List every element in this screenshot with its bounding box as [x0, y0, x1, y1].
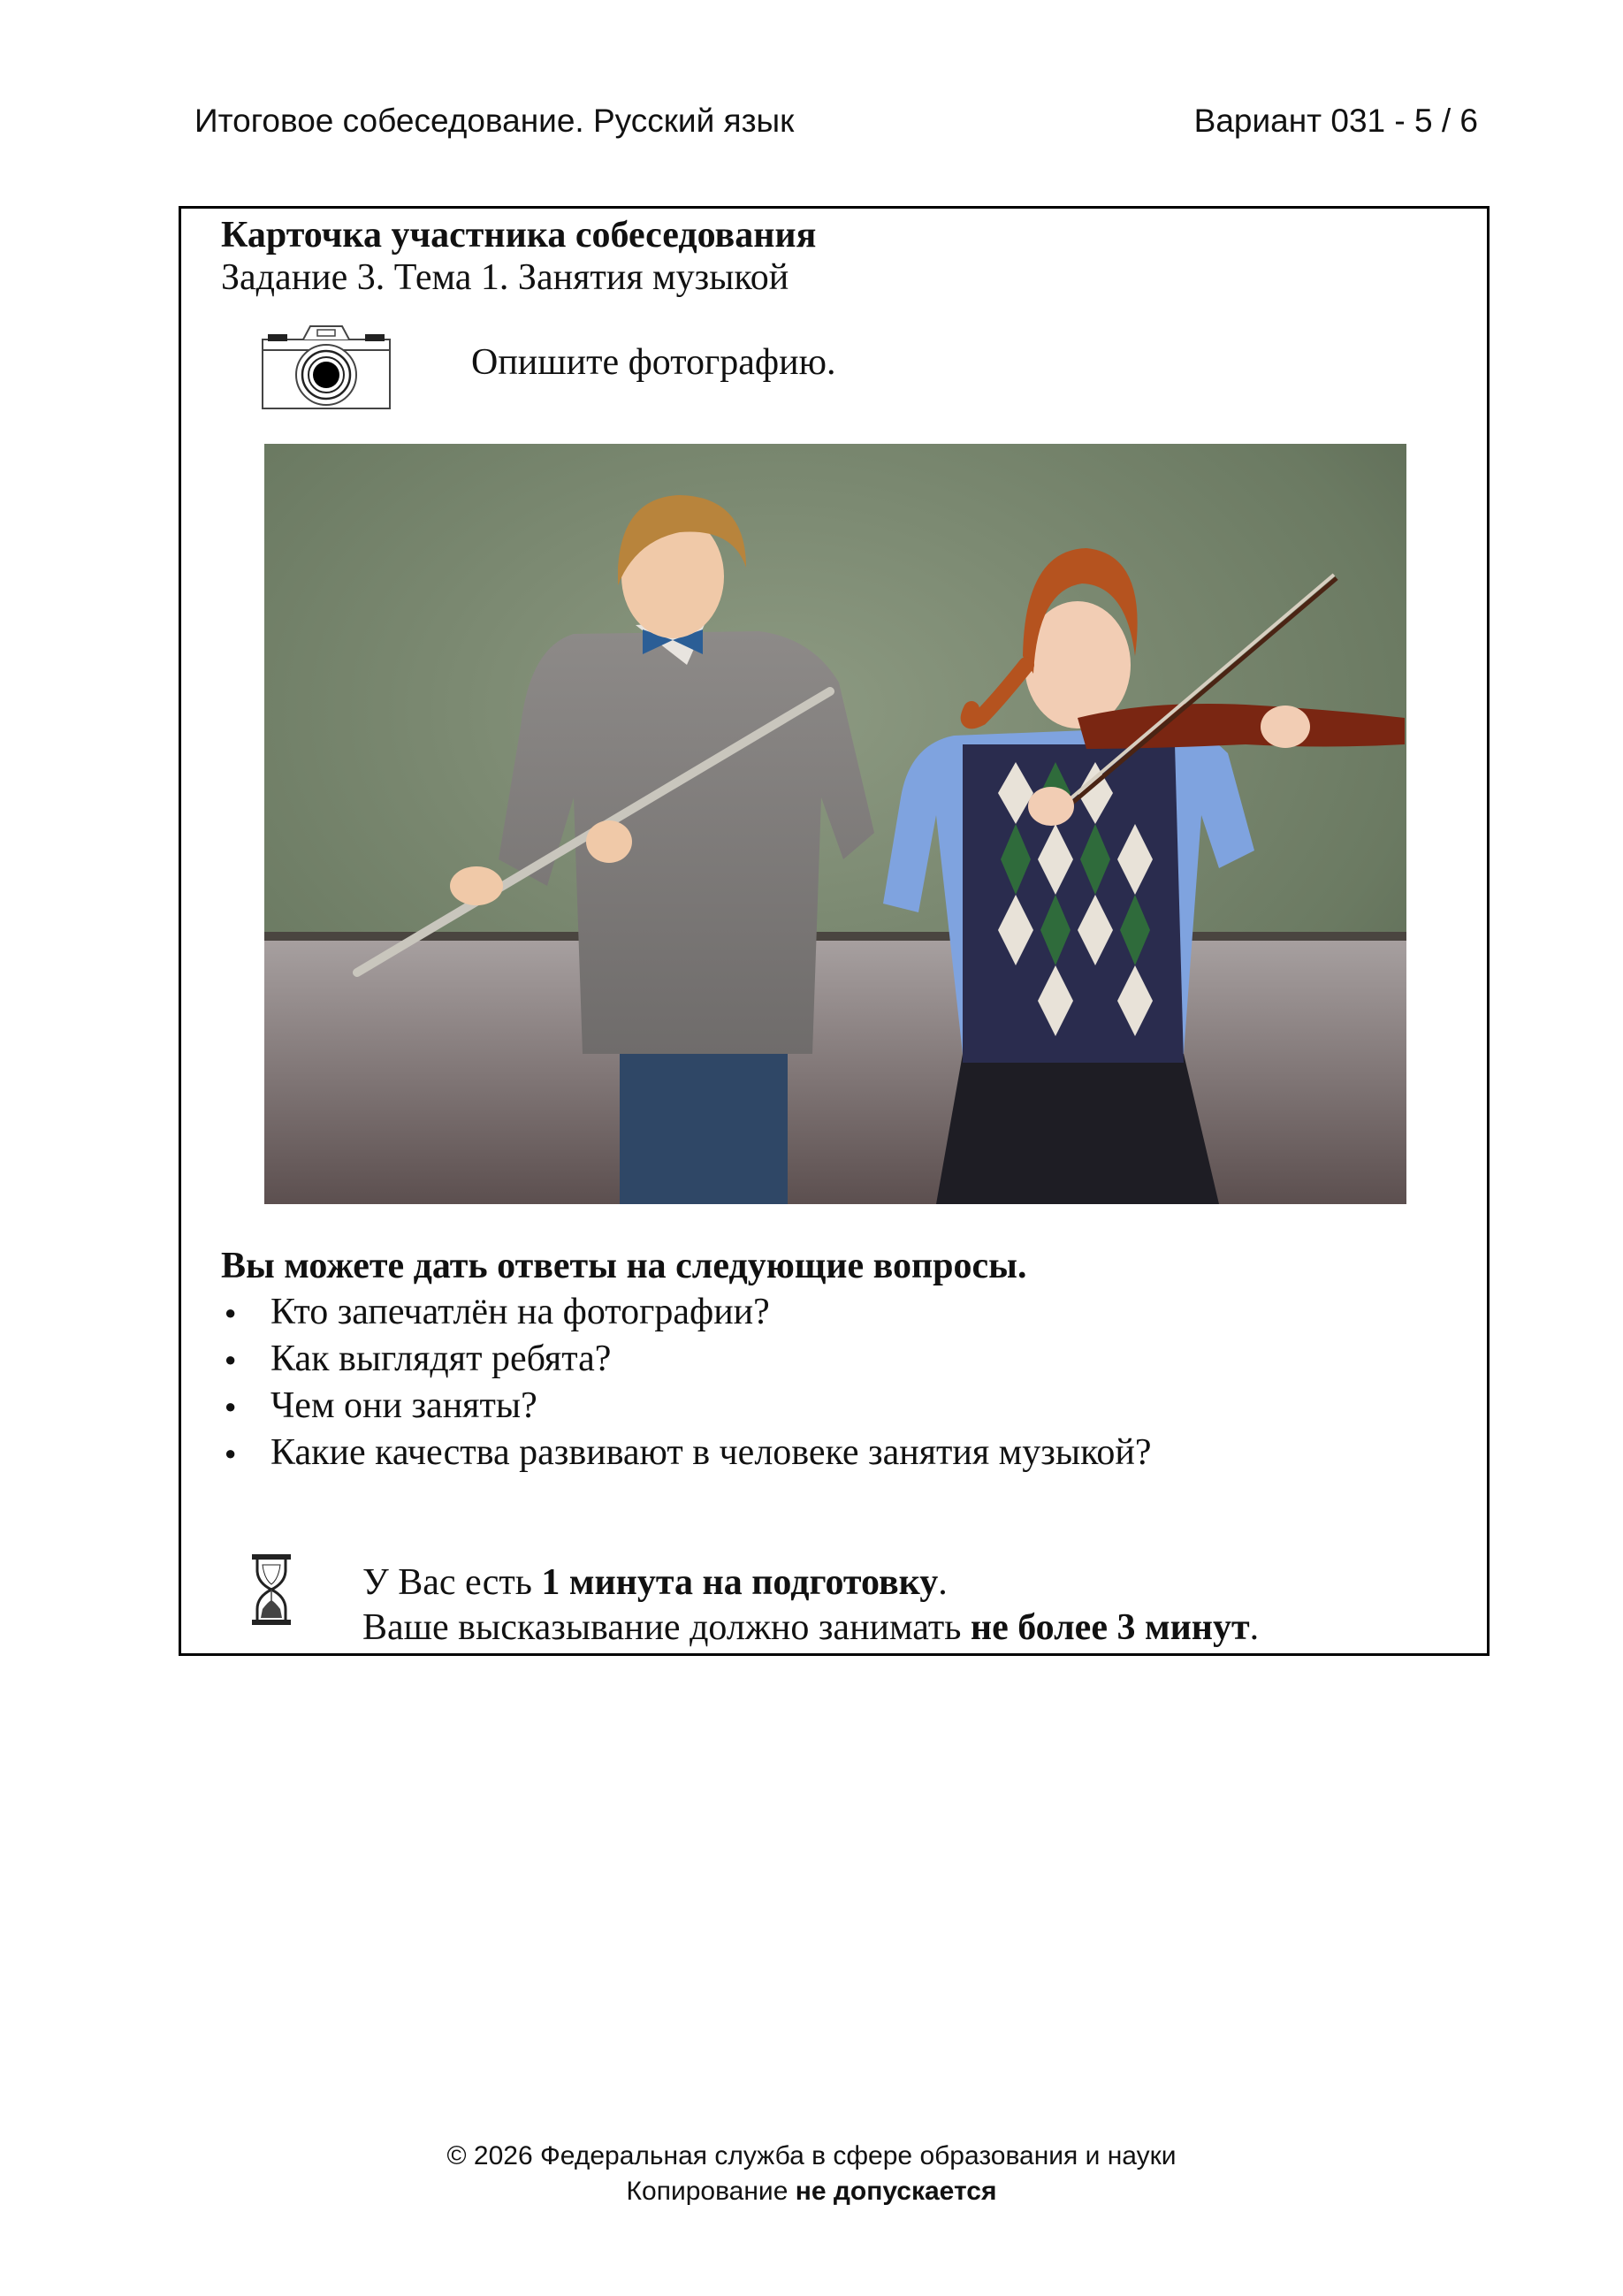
card-title: Карточка участника собеседования	[221, 215, 817, 256]
question-item: ● Какие качества развивают в человеке занятия музыкой?	[221, 1430, 1151, 1476]
header-title: Итоговое собеседование. Русский язык	[194, 103, 795, 139]
hourglass-icon	[250, 1552, 293, 1627]
question-item: ● Чем они заняты?	[221, 1383, 1151, 1430]
participant-card	[179, 206, 1490, 1656]
camera-icon	[261, 324, 392, 410]
question-item: ● Как выглядят ребята?	[221, 1336, 1151, 1383]
questions-heading: Вы можете дать ответы на следующие вопросы.	[221, 1246, 1027, 1286]
answer-time-text: Ваше высказывание должно занимать не более 3 минут.	[362, 1607, 1260, 1648]
questions-list	[221, 1289, 1151, 1476]
prep-time-text: У Вас есть 1 минута на подготовку.	[362, 1562, 948, 1603]
footer-copyright: © 2026 Федеральная служба в сфере образования и науки	[446, 2141, 1177, 2170]
header-variant: Вариант 031 - 5 / 6	[1193, 103, 1478, 139]
music-lesson-photo	[264, 444, 1406, 1204]
question-item: ● Кто запечатлён на фотографии?	[221, 1289, 1151, 1336]
card-subtitle: Задание 3. Тема 1. Занятия музыкой	[221, 257, 789, 298]
instruction-text: Опишите фотографию.	[471, 342, 836, 383]
footer-copy-notice: Копирование не допускается	[626, 2177, 997, 2206]
